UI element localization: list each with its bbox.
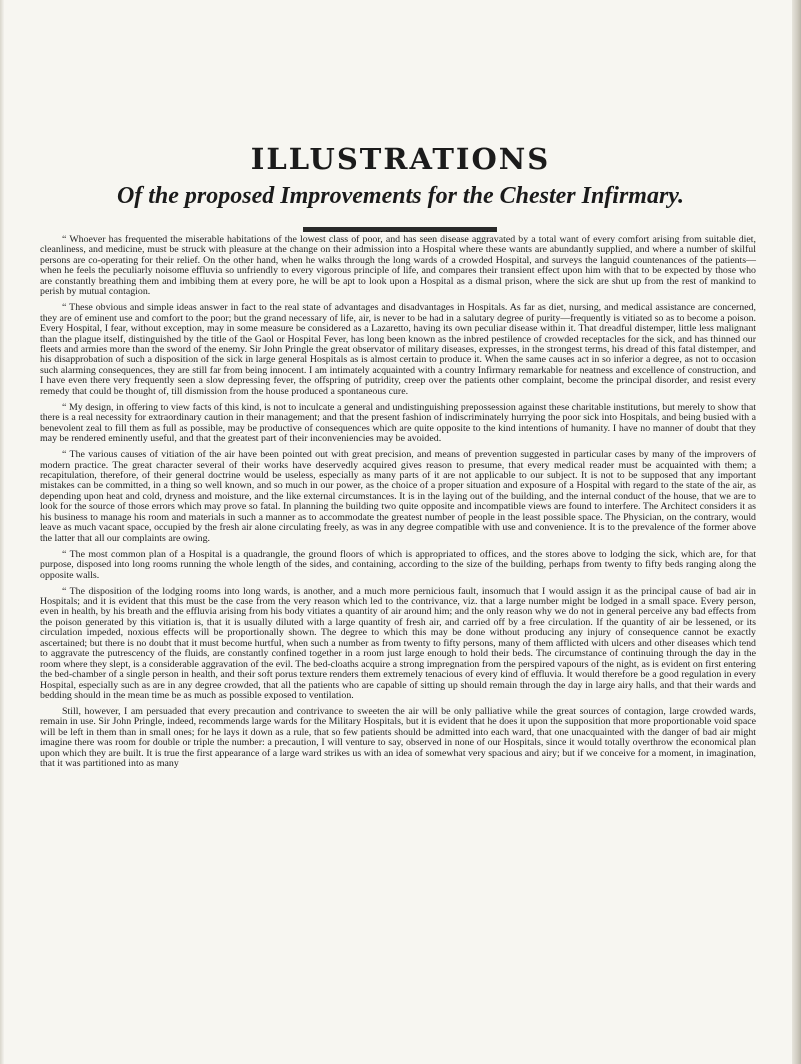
paragraph: “ The disposition of the lodging rooms into long wards, is another, and a much more pernicious fault, insomuch that I would assign it as the principal cause of bad air in Hospitals; and it is evident that this must be the case from the very reason which led to the contrivance, viz. that a large number might be lodged in a small space. Every person, even in health, by his breath and the effluvia arising from his body vitiates a quantity of air around him; and the only reason why we do not in general perceive any bad effects from the poison generated by this vitiation is, that it is usually diluted with a large quantity of fresh air, and carried off by a free circulation. If the quantity of air be lessened, or its circulation impeded, noxious effects will be proportionally shown. The degree to which this may be done without producing any injury of consequence cannot be exactly ascertained; but there is no doubt that it must become hurtful, when such a number as from twenty to fifty persons, many of them afflicted with ulcers and other diseases which tend to aggravate the putrescency of the fluids, are constantly confined together in a room just large enough to hold their beds. The circumstance of continuing through the day in the room where they slept, is a considerable aggravation of the evil. The bed-cloaths acquire a strong impregnation from the perspired vapours of the night, as is evident on first entering the bed-chamber of a single person in health, and their soft porus texture renders them extremely tenacious of every kind of effluvia. It would therefore be a good regulation in every Hospital, especially such as are in any degree crowded, that all the patients who are capable of sitting up should remain through the day in large airy halls, and that their wards and bedding should in the mean time be as much as possible exposed to ventilation. (40, 585, 756, 702)
title-rule (303, 227, 497, 232)
paragraph: “ These obvious and simple ideas answer in fact to the real state of advantages and disadvantages in Hospitals. As far as diet, nursing, and medical assistance are concerned, they are of eminent use and comfort to the poor; but the grand necessary of life, air, is never to be had in a salutary degree of purity—frequently is vitiated so as to become a poison. Every Hospital, I fear, without exception, may in some measure be considered as a Lazaretto, having its own peculiar disease within it. That dreadful distemper, little less malignant than the plague itself, distinguished by the title of the Gaol or Hospital Fever, has long been known as the inbred pestilence of crowded receptacles for the sick, and has thinned our fleets and armies more than the sword of the enemy. Sir John Pringle the great observator of military diseases, expresses, in the strongest terms, his dread of this fatal distemper, and his disapprobation of such a disposition of the sick in large general Hospitals as is almost certain to produce it. When the same causes act in so inferior a degree, as not to occasion such alarming consequences, they are still far from being innocent. I am intimately acquainted with a country Infirmary remarkable for neatness and excellence of construction, and I have even there very frequently seen a slow depressing fever, the offspring of putridity, creep over the patients other complaint, become the principal disorder, and resist every remedy that could be thought of, till dismission from the house produced a spontaneous cure. (40, 302, 756, 397)
paragraph: “ The most common plan of a Hospital is a quadrangle, the ground floors of which is appropriated to offices, and the stores above to lodging the sick, which are, for that purpose, disposed into long rooms running the whole length of the sides, and containing, according to the size of the building, perhaps from twenty to fifty beds ranging along the opposite walls. (40, 548, 756, 581)
body-text (40, 235, 756, 770)
page-title: ILLUSTRATIONS (250, 142, 551, 176)
page-subtitle: Of the proposed Improvements for the Chester Infirmary. (116, 183, 685, 209)
paragraph: “ My design, in offering to view facts of this kind, is not to inculcate a general and undistinguishing prepossession against these charitable institutions, but merely to show that there is a real necessity for extraordinary caution in their management; and that the present fashion of indiscriminately hurrying the poor sick into Hospitals, and being busied with a benevolent zeal to fill them as full as possible, may be productive of consequences which are quite opposite to the kind intentions of humanity. I have no manner of doubt that they may be rendered eminently useful, and that the greatest part of their inconveniencies may be avoided. (40, 401, 756, 445)
paragraph: “ The various causes of vitiation of the air have been pointed out with great precision, and means of prevention suggested in particular cases by many of the improvers of modern practice. The great character several of their works have deservedly acquired gives reason to presume, that every medical reader must be acquainted with them; a recapitulation, therefore, of their general doctrine would be useless, especially as many parts of it are not applicable to our subject. It is not to be supposed that any important mistakes can be committed, in a thing so well known, and so much in our power, as the choice of a proper situation and exposure of a Hospital with regard to the state of the air, as depending upon heat and cold, dryness and moisture, and the like external circumstances. It is in the laying out of the building, and the internal conduct of the house, that we are to look for the source of those errors which may prove so fatal. In planning the building two quite opposite and incompatible views are found to interfere. The Architect considers it as his business to manage his room and materials in such a manner as to accommodate the greatest number of people in the least possible space. The Physician, on the contrary, would leave as much vacant space, occupied by the fresh air alone circulating freely, as was in any degree compatible with use and convenience. It is to the prevalence of the former above the latter that all our complaints are owing. (40, 449, 756, 544)
paragraph: “ Whoever has frequented the miserable habitations of the lowest class of poor, and has seen disease aggravated by a total want of every comfort arising from suitable diet, cleanliness, and medicine, must be struck with pleasure at the change on their admission into a Hospital where these wants are abundantly supplied, and where a number of skilful persons are co-operating for their relief. On the other hand, when he walks through the long wards of a crowded Hospital, and surveys the languid countenances of the patients—when he feels the peculiarly noisome effluvia so unfriendly to every vigorous principle of life, and compares their transient effect upon him with that to be expected by those who are constantly breathing them and imbibing them at every pore, he will be apt to look upon a Hospital as a dismal prison, where the sick are shut up from the rest of mankind to perish by mutual contagion. (40, 234, 756, 298)
paragraph: Still, however, I am persuaded that every precaution and contrivance to sweeten the air will be only palliative while the great sources of contagion, large crowded wards, remain in use. Sir John Pringle, indeed, recommends large wards for the Military Hospitals, but it is evident that he does it upon the supposition that more proportionable void space will be left in them than in small ones; for he lays it down as a rule, that so few patients should be admitted into each ward, that one unacquainted with the danger of bad air might imagine there was room for double or triple the number: a precaution, I will venture to say, observed in none of our Hospitals, since it would totally overthrow the economical plan upon which they are built. It is true the first appearance of a large ward strikes us with an idea of somewhat very spacious and airy; but if we conceive for a moment, in imagination, that it was partitioned into as many (40, 706, 756, 770)
